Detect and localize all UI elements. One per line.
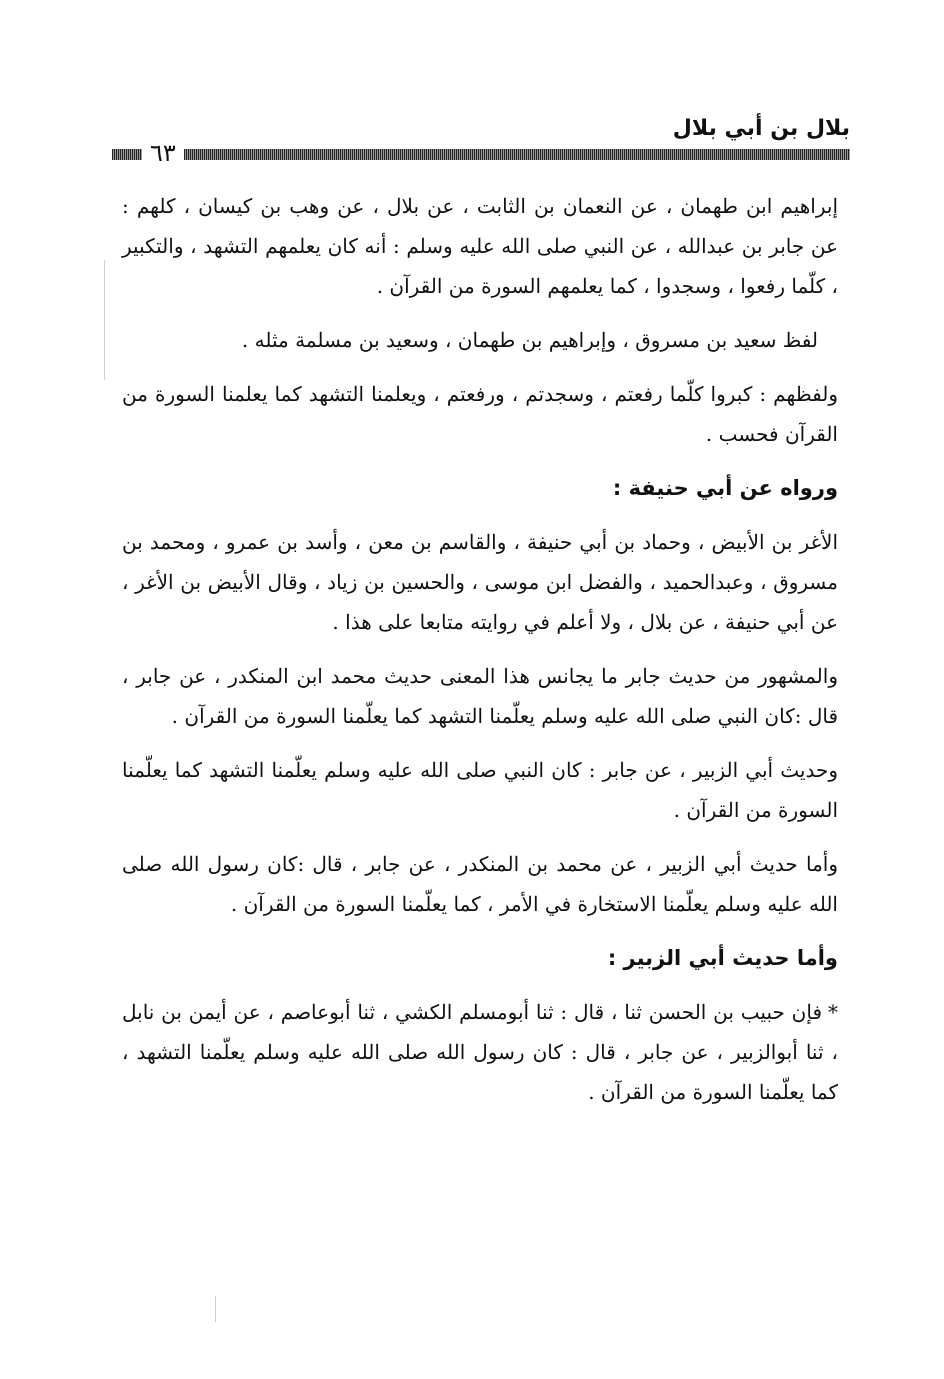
header-rule: [112, 149, 850, 160]
book-title: بلال بن أبي بلال: [672, 116, 850, 141]
running-header: [112, 112, 850, 172]
section-heading: ورواه عن أبي حنيفة :: [612, 476, 838, 500]
star-marker: *: [828, 1000, 838, 1024]
paragraph: لفظ سعيد بن مسروق ، وإبراهيم بن طهمان ، وسعيد بن مسلمة مثله .: [241, 328, 818, 352]
paragraph: وحديث أبي الزبير ، عن جابر : كان النبي صلى الله عليه وسلم يعلّمنا التشهد كما يعلّمنا السورة من القرآن .: [122, 758, 838, 822]
paragraph-starred: [122, 992, 838, 1112]
scan-edge-mark-bottom: [215, 1296, 216, 1322]
paragraph: إبراهيم ابن طهمان ، عن النعمان بن الثابت ، عن بلال ، عن وهب بن كيسان ، كلهم : عن جابر بن عبدالله ، عن النبي صلى الله عليه وسلم : أنه كان يعلمهم التشهد ، والتكبير ، كلّما رفعوا ، وسجدوا ، كما يعلمهم السورة من القرآن .: [122, 194, 838, 298]
paragraph-text: فإن حبيب بن الحسن ثنا ، قال : ثنا أبومسلم الكشي ، ثنا أبوعاصم ، عن أيمن بن نابل ، ثنا أبوالزبير ، عن جابر ، قال : كان رسول الله صلى الله عليه وسلم يعلّمنا التشهد ، كما يعلّمنا السورة من القرآن .: [122, 1000, 838, 1104]
page-body: [122, 186, 838, 1126]
scan-edge-mark: [104, 260, 105, 380]
section-heading: وأما حديث أبي الزبير :: [607, 946, 838, 970]
page-number: ٦٣: [142, 140, 184, 166]
paragraph: وأما حديث أبي الزبير ، عن محمد بن المنكدر ، عن جابر ، قال :كان رسول الله صلى الله عليه وسلم يعلّمنا الاستخارة في الأمر ، كما يعلّمنا السورة من القرآن .: [122, 852, 838, 916]
paragraph: الأغر بن الأبيض ، وحماد بن أبي حنيفة ، والقاسم بن معن ، وأسد بن عمرو ، ومحمد بن مسروق ، وعبدالحميد ، والفضل ابن موسى ، والحسين بن زياد ، وقال الأبيض بن الأغر ، عن أبي حنيفة ، عن بلال ، ولا أعلم في روايته متابعا على هذا .: [122, 530, 838, 634]
paragraph: والمشهور من حديث جابر ما يجانس هذا المعنى حديث محمد ابن المنكدر ، عن جابر ، قال :كان النبي صلى الله عليه وسلم يعلّمنا التشهد كما يعلّمنا السورة من القرآن .: [122, 664, 838, 728]
paragraph: ولفظهم : كبروا كلّما رفعتم ، وسجدتم ، ورفعتم ، ويعلمنا التشهد كما يعلمنا السورة من القرآن فحسب .: [122, 382, 838, 446]
